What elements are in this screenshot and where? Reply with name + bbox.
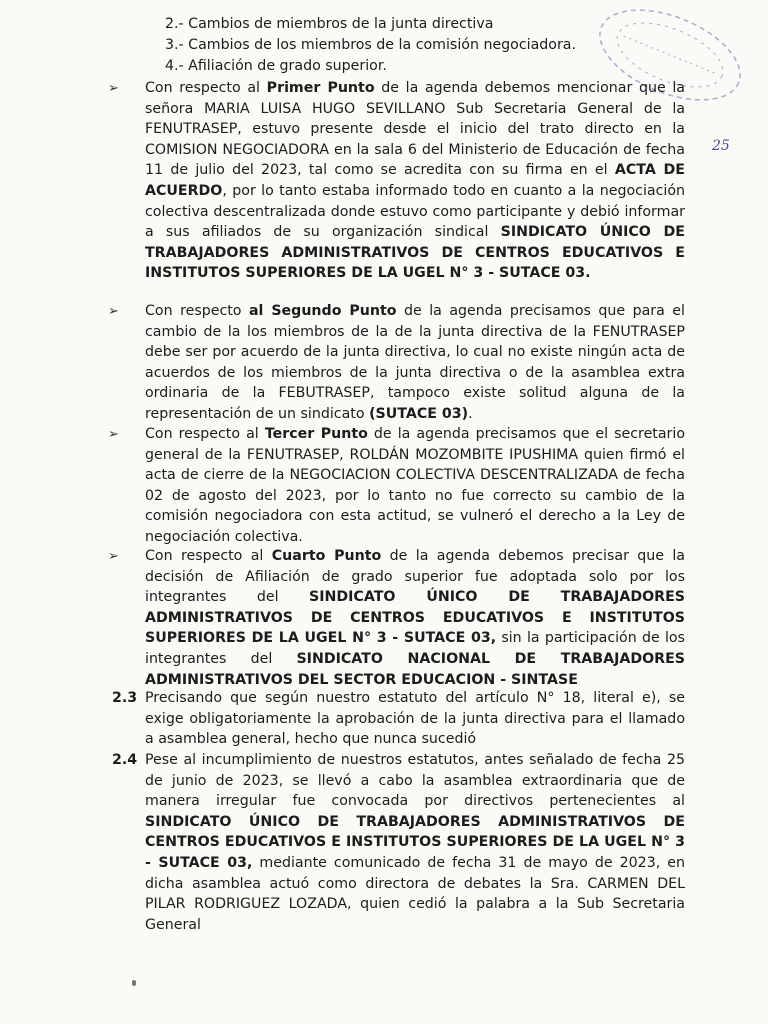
paragraph-primer-punto: Con respecto al Primer Punto de la agenda debemos mencionar que la señora MARIA LUISA HUGO SEVILLANO Sub Secretaria General de la FENUTRASEP, estuvo presente desde el inicio del trato directo en la COMISION NEGOCIADORA en la sala 6 del Ministerio de Educación de fecha 11 de julio del 2023, tal como se acredita con su firma en el ACTA DE ACUERDO, por lo tanto estaba informado todo en cuanto a la negociación colectiva descentralizada donde estuvo como participante y debió informar a sus afiliados de su organización sindical SINDICATO ÚNICO DE TRABAJADORES ADMINISTRATIVOS DE CENTROS EDUCATIVOS E INSTITUTOS SUPERIORES DE LA UGEL N° 3 - SUTACE 03. <box>145 80 686 282</box>
bullet-arrow-icon: ➢ <box>108 304 119 319</box>
agenda-item-2: 2.- Cambios de miembros de la junta directiva <box>165 16 494 32</box>
agenda-item-4: 4.- Afiliación de grado superior. <box>165 58 387 74</box>
scan-mark <box>132 980 136 986</box>
bullet-arrow-icon: ➢ <box>108 81 119 96</box>
section-number-2-3: 2.3 <box>112 690 138 706</box>
paragraph-cuarto-punto: Con respecto al Cuarto Punto de la agenda debemos precisar que la decisión de Afiliación de grado superior fue adoptada solo por los integrantes del SINDICATO ÚNICO DE TRABAJADORES ADMINISTRATIVOS DE CENTROS EDUCATIVOS E INSTITUTOS SUPERIORES DE LA UGEL N° 3 - SUTACE 03, sin la participación de los integrantes del SINDICATO NACIONAL DE TRABAJADORES ADMINISTRATIVOS DEL SECTOR EDUCACION - SINTASE <box>145 548 686 688</box>
agenda-item-3: 3.- Cambios de los miembros de la comisión negociadora. <box>165 37 577 53</box>
bullet-arrow-icon: ➢ <box>108 549 119 564</box>
paragraph-section-2-3: Precisando que según nuestro estatuto del artículo N° 18, literal e), se exige obligatoriamente la aprobación de la junta directiva para el llamado a asamblea general, hecho que nunca sucedió <box>145 690 685 748</box>
bullet-arrow-icon: ➢ <box>108 427 119 442</box>
margin-handwritten-number: 25 <box>712 138 730 154</box>
paragraph-segundo-punto: Con respecto al Segundo Punto de la agenda precisamos que para el cambio de la los miembros de la de la junta directiva de la FENUTRASEP debe ser por acuerdo de la junta directiva, lo cual no existe ningún acta de acuerdos de los miembros de la junta directiva o de la asamblea extra ordinaria de la FEBUTRASEP, tampoco existe solitud alguna de la representación de un sindicato (SUTACE 03). <box>145 303 685 422</box>
paragraph-tercer-punto: Con respecto al Tercer Punto de la agenda precisamos que el secretario general de la FENUTRASEP, ROLDÁN MOZOMBITE IPUSHIMA quien firmó el acta de cierre de la NEGOCIACION COLECTIVA DESCENTRALIZADA de fecha 02 de agosto del 2023, por lo tanto no fue correcto su cambio de la comisión negociadora con esta actitud, se vulneró el derecho a la Ley de negociación colectiva. <box>145 426 686 545</box>
paragraph-section-2-4: Pese al incumplimiento de nuestros estatutos, antes señalado de fecha 25 de junio de 2023, se llevó a cabo la asamblea extraordinaria que de manera irregular fue convocada por directivos pertenecientes al SINDICATO ÚNICO DE TRABAJADORES ADMINISTRATIVOS DE CENTROS EDUCATIVOS E INSTITUTOS SUPERIORES DE LA UGEL N° 3 - SUTACE 03, mediante comunicado de fecha 31 de mayo de 2023, en dicha asamblea actuó como directora de debates la Sra. CARMEN DEL PILAR RODRIGUEZ LOZADA, quien cedió la palabra a la Sub Secretaria General <box>145 752 685 933</box>
section-number-2-4: 2.4 <box>112 752 138 768</box>
